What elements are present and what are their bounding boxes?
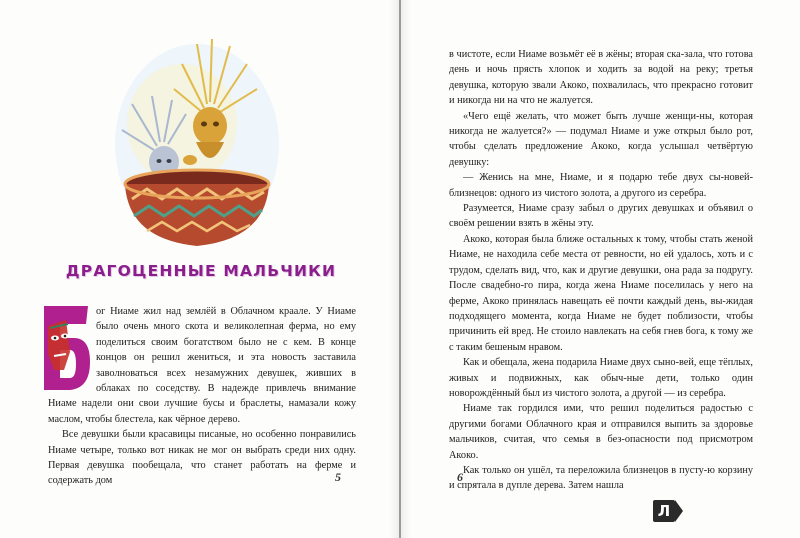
right-paragraph: «Чего ещё желать, что может быть лучше женщи-ны, которая никогда не жалуется?» — подумал Ниаме и уже открыл было рот, чтобы сделать предложение Акоко, когда услышал четвёртую девушку:	[449, 110, 753, 168]
page-curve-shadow	[389, 0, 399, 538]
right-paragraph: Разумеется, Ниаме сразу забыл о других девушках и объявил о своём решении взять в жёны эту.	[449, 203, 753, 230]
publisher-logo-arrow-icon	[675, 500, 683, 522]
right-paragraph: Как только он ушёл, та переложила близнецов в пусту-ю корзину и спрятала в дупле дерева. Затем нашла	[449, 464, 753, 492]
right-page-text	[449, 47, 753, 494]
mask-drop-cap-icon	[40, 304, 92, 392]
twins-in-basket-illustration	[112, 34, 282, 256]
page-curve-shadow	[401, 0, 411, 538]
publisher-logo-icon: Л	[653, 500, 675, 522]
right-paragraph: Ниаме так гордился ими, что решил поделиться радостью с другими богами Облачного края и отправился выпить за здоровье мальчиков, считая, что семья в без-опасности под присмотром Акоко.	[449, 403, 753, 461]
left-paragraph-1: ог Ниаме жил над землёй в Облачном краале. У Ниаме было очень много скота и великолепная ферма, но ему поделиться своим богатством было не с кем. В конце концов он решил жениться, и эта новость заставила заволноваться всех незамужних девушек, живших в облаках по соседству. В надежде привлечь внимание Ниаме надели они свои лучшие бусы и браслеты, намазали кожу маслом, чтобы блестела, как чёрное дерево.	[48, 306, 356, 425]
right-paragraph: в чистоте, если Ниаме возьмёт её в жёны; вторая ска-зала, что готова день и ночь прясть хлопок и ходить за водой на реку; третья девушка, которую звали Акоко, похвалилась, что прекрасно готовит и никогда ни на что не жалуется.	[449, 49, 753, 107]
drop-cap	[40, 304, 92, 392]
left-page-text	[48, 304, 356, 489]
right-paragraph: Акоко, которая была ближе остальных к тому, чтобы стать женой Ниаме, не находила себе места от ревности, но ей удалось, хоть и с трудом, сделать вид, что, как и другие девушки, она рада за подругу. После свадебно-го пира, когда жена Ниаме поселилась у него на ферме, Акоко принялась навещать её почти каждый день, вы-жидая подходящего момента, когда Ниаме не будет поблизости, чтобы причинить ей вред. Не стоило навлекать на себя гнев бога, к тому же с таким бешеным нравом.	[449, 233, 753, 353]
page-number-right: 6	[457, 470, 463, 484]
drop-cap-letter: Б	[80, 320, 81, 321]
right-paragraph: — Женись на мне, Ниаме, и я подарю тебе двух сы-новей-близнецов: одного из чистого золота, а другого из серебра.	[449, 172, 753, 199]
left-page	[0, 0, 399, 538]
chapter-title: ДРАГОЦЕННЫЕ МАЛЬЧИКИ	[65, 262, 337, 280]
page-number-left: 5	[335, 470, 341, 484]
left-paragraph-2: Все девушки были красавицы писаные, но особенно понравились Ниаме четыре, только вот никак не мог он выбрать среди них одну. Первая девушка пообещала, что станет работать на ферме и содержать дом	[48, 429, 356, 487]
right-paragraph: Как и обещала, жена подарила Ниаме двух сыно-вей, еще тёплых, живых и подвижных, как обыч-ные дети, только один новорождённый был из чистого золота, а другой — из серебра.	[449, 357, 753, 399]
